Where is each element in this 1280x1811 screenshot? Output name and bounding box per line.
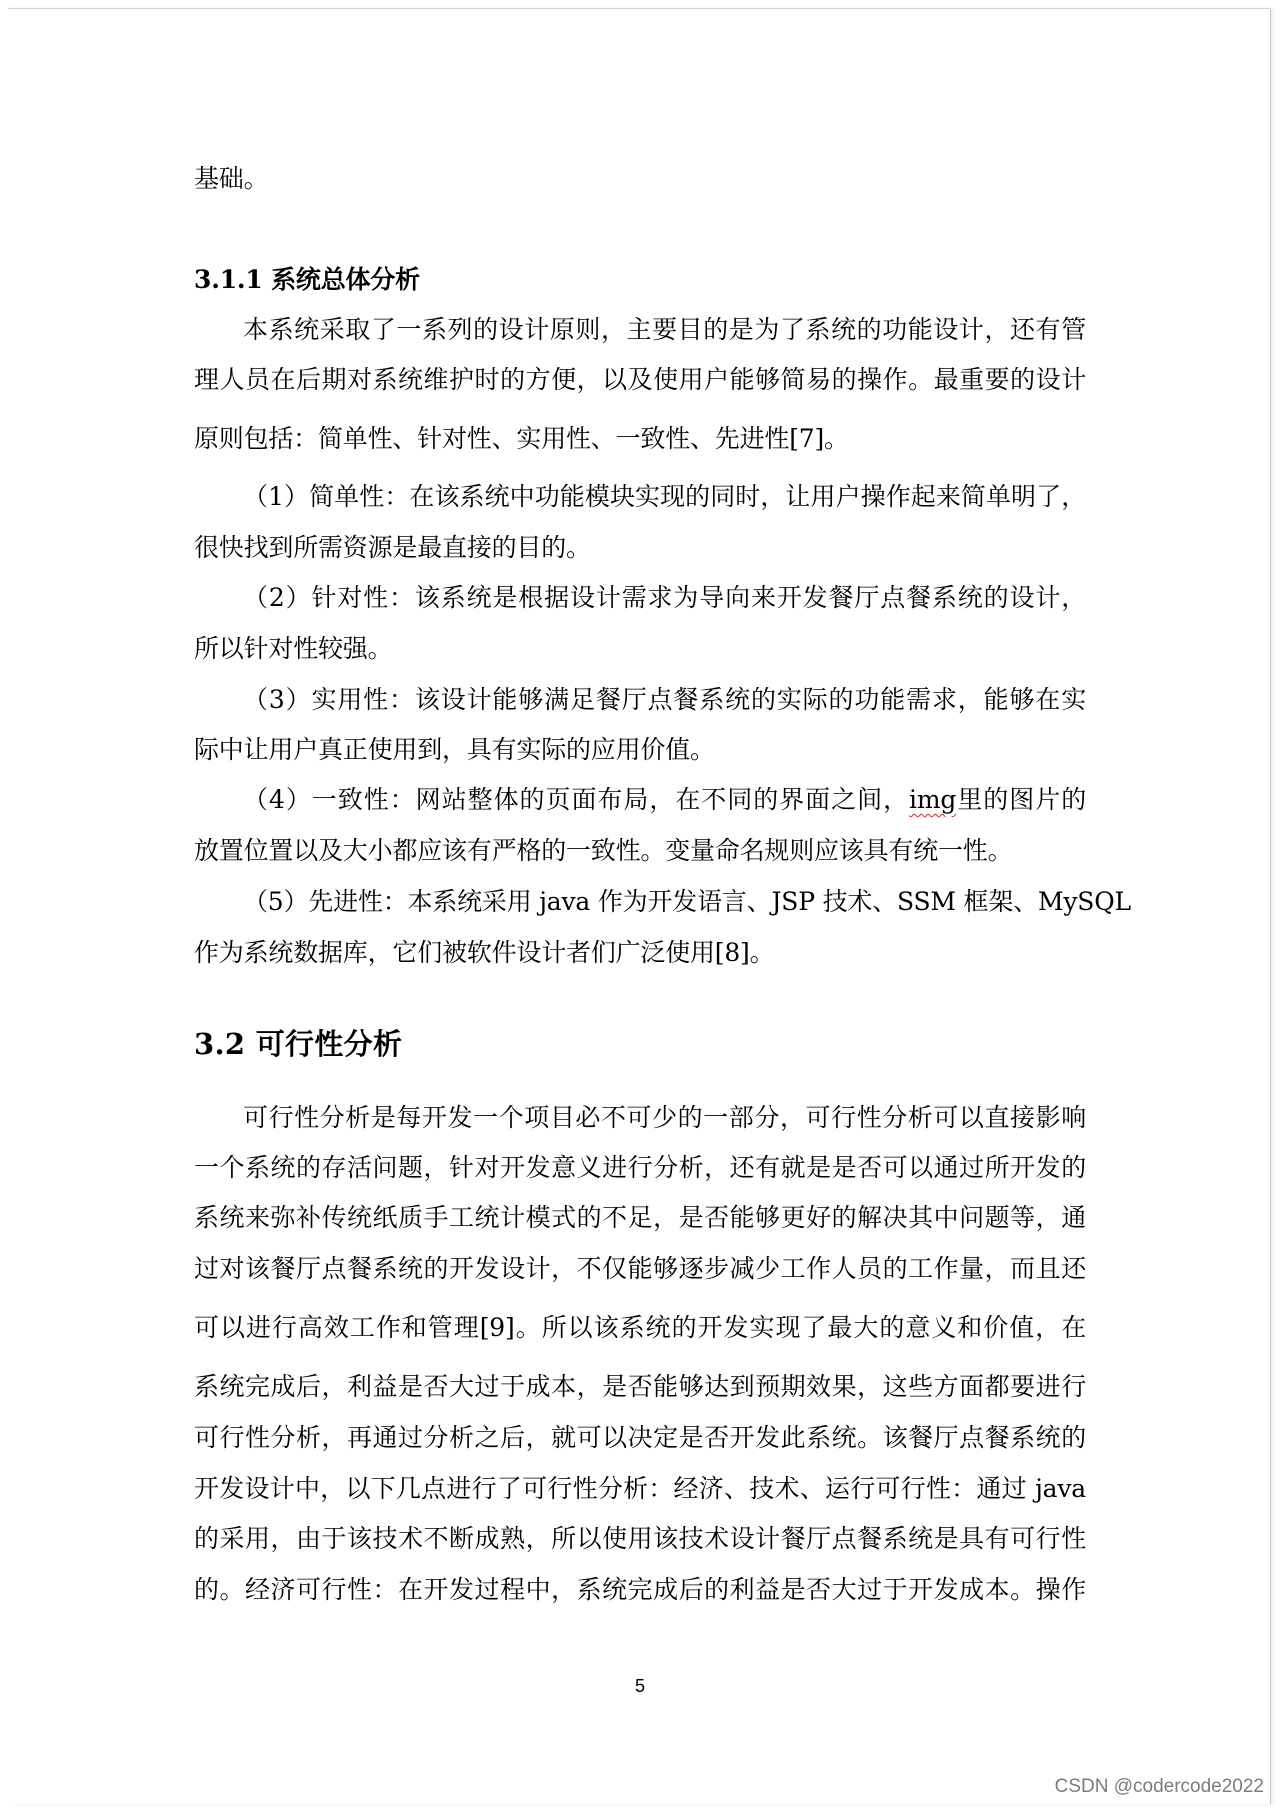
principle-3-line-2: 际中让用户真正使用到，具有实际的应用价值。 (194, 735, 715, 764)
section-heading-3-1-1: 3.1.1 系统总体分析 (194, 265, 420, 294)
feasibility-line-1: 可行性分析是每开发一个项目必不可少的一部分，可行性分析可以直接影响 (243, 1103, 1086, 1132)
spellcheck-flagged-word: img (909, 785, 957, 814)
principle-4-line-1 (243, 785, 1086, 815)
principle-1-line-2: 很快找到所需资源是最直接的目的。 (194, 533, 591, 562)
page-number: 5 (634, 1676, 645, 1696)
feasibility-line-3: 系统来弥补传统纸质手工统计模式的不足，是否能够更好的解决其中问题等，通 (194, 1203, 1086, 1232)
continued-paragraph-end: 基础。 (194, 164, 269, 193)
feasibility-line-2: 一个系统的存活问题，针对开发意义进行分析，还有就是是否可以通过所开发的 (194, 1153, 1086, 1182)
principle-5-line-2: 作为系统数据库，它们被软件设计者们广泛使用[8]。 (194, 938, 775, 967)
principle-2-line-2: 所以针对性较强。 (194, 634, 393, 663)
principle-4-text-before: （4）一致性：网站整体的页面布局，在不同的界面之间， (243, 785, 910, 814)
csdn-watermark: CSDN @codercode2022 (1054, 1776, 1264, 1797)
section-heading-3-2: 3.2 可行性分析 (194, 1027, 403, 1061)
principle-3-line-1: （3）实用性：该设计能够满足餐厅点餐系统的实际的功能需求，能够在实 (243, 685, 1086, 714)
feasibility-line-9: 的采用，由于该技术不断成熟，所以使用该技术设计餐厅点餐系统是具有可行性 (194, 1524, 1086, 1553)
intro-line-2: 理人员在后期对系统维护时的方便，以及使用户能够简易的操作。最重要的设计 (194, 365, 1086, 394)
principle-4-text-after: 里的图片的 (956, 785, 1086, 814)
feasibility-line-5: 可以进行高效工作和管理[9]。所以该系统的开发实现了最大的意义和价值，在 (194, 1313, 1086, 1342)
intro-line-1: 本系统采取了一系列的设计原则，主要目的是为了系统的功能设计，还有管 (243, 315, 1086, 344)
principle-5-line-1: （5）先进性：本系统采用 java 作为开发语言、JSP 技术、SSM 框架、MySQL (243, 887, 1131, 916)
feasibility-line-4: 过对该餐厅点餐系统的开发设计，不仅能够逐步减少工作人员的工作量，而且还 (194, 1254, 1086, 1283)
principle-4-line-2: 放置位置以及大小都应该有严格的一致性。变量命名规则应该具有统一性。 (194, 836, 1013, 865)
intro-line-3: 原则包括：简单性、针对性、实用性、一致性、先进性[7]。 (194, 424, 849, 453)
feasibility-line-8: 开发设计中，以下几点进行了可行性分析：经济、技术、运行可行性：通过 java (194, 1474, 1086, 1503)
feasibility-line-6: 系统完成后，利益是否大过于成本，是否能够达到预期效果，这些方面都要进行 (194, 1372, 1086, 1401)
principle-2-line-1: （2）针对性：该系统是根据设计需求为导向来开发餐厅点餐系统的设计， (243, 583, 1086, 612)
feasibility-line-10: 的。经济可行性：在开发过程中，系统完成后的利益是否大过于开发成本。操作 (194, 1575, 1086, 1604)
feasibility-line-7: 可行性分析，再通过分析之后，就可以决定是否开发此系统。该餐厅点餐系统的 (194, 1423, 1086, 1452)
principle-1-line-1: （1）简单性：在该系统中功能模块实现的同时，让用户操作起来简单明了， (243, 482, 1086, 511)
